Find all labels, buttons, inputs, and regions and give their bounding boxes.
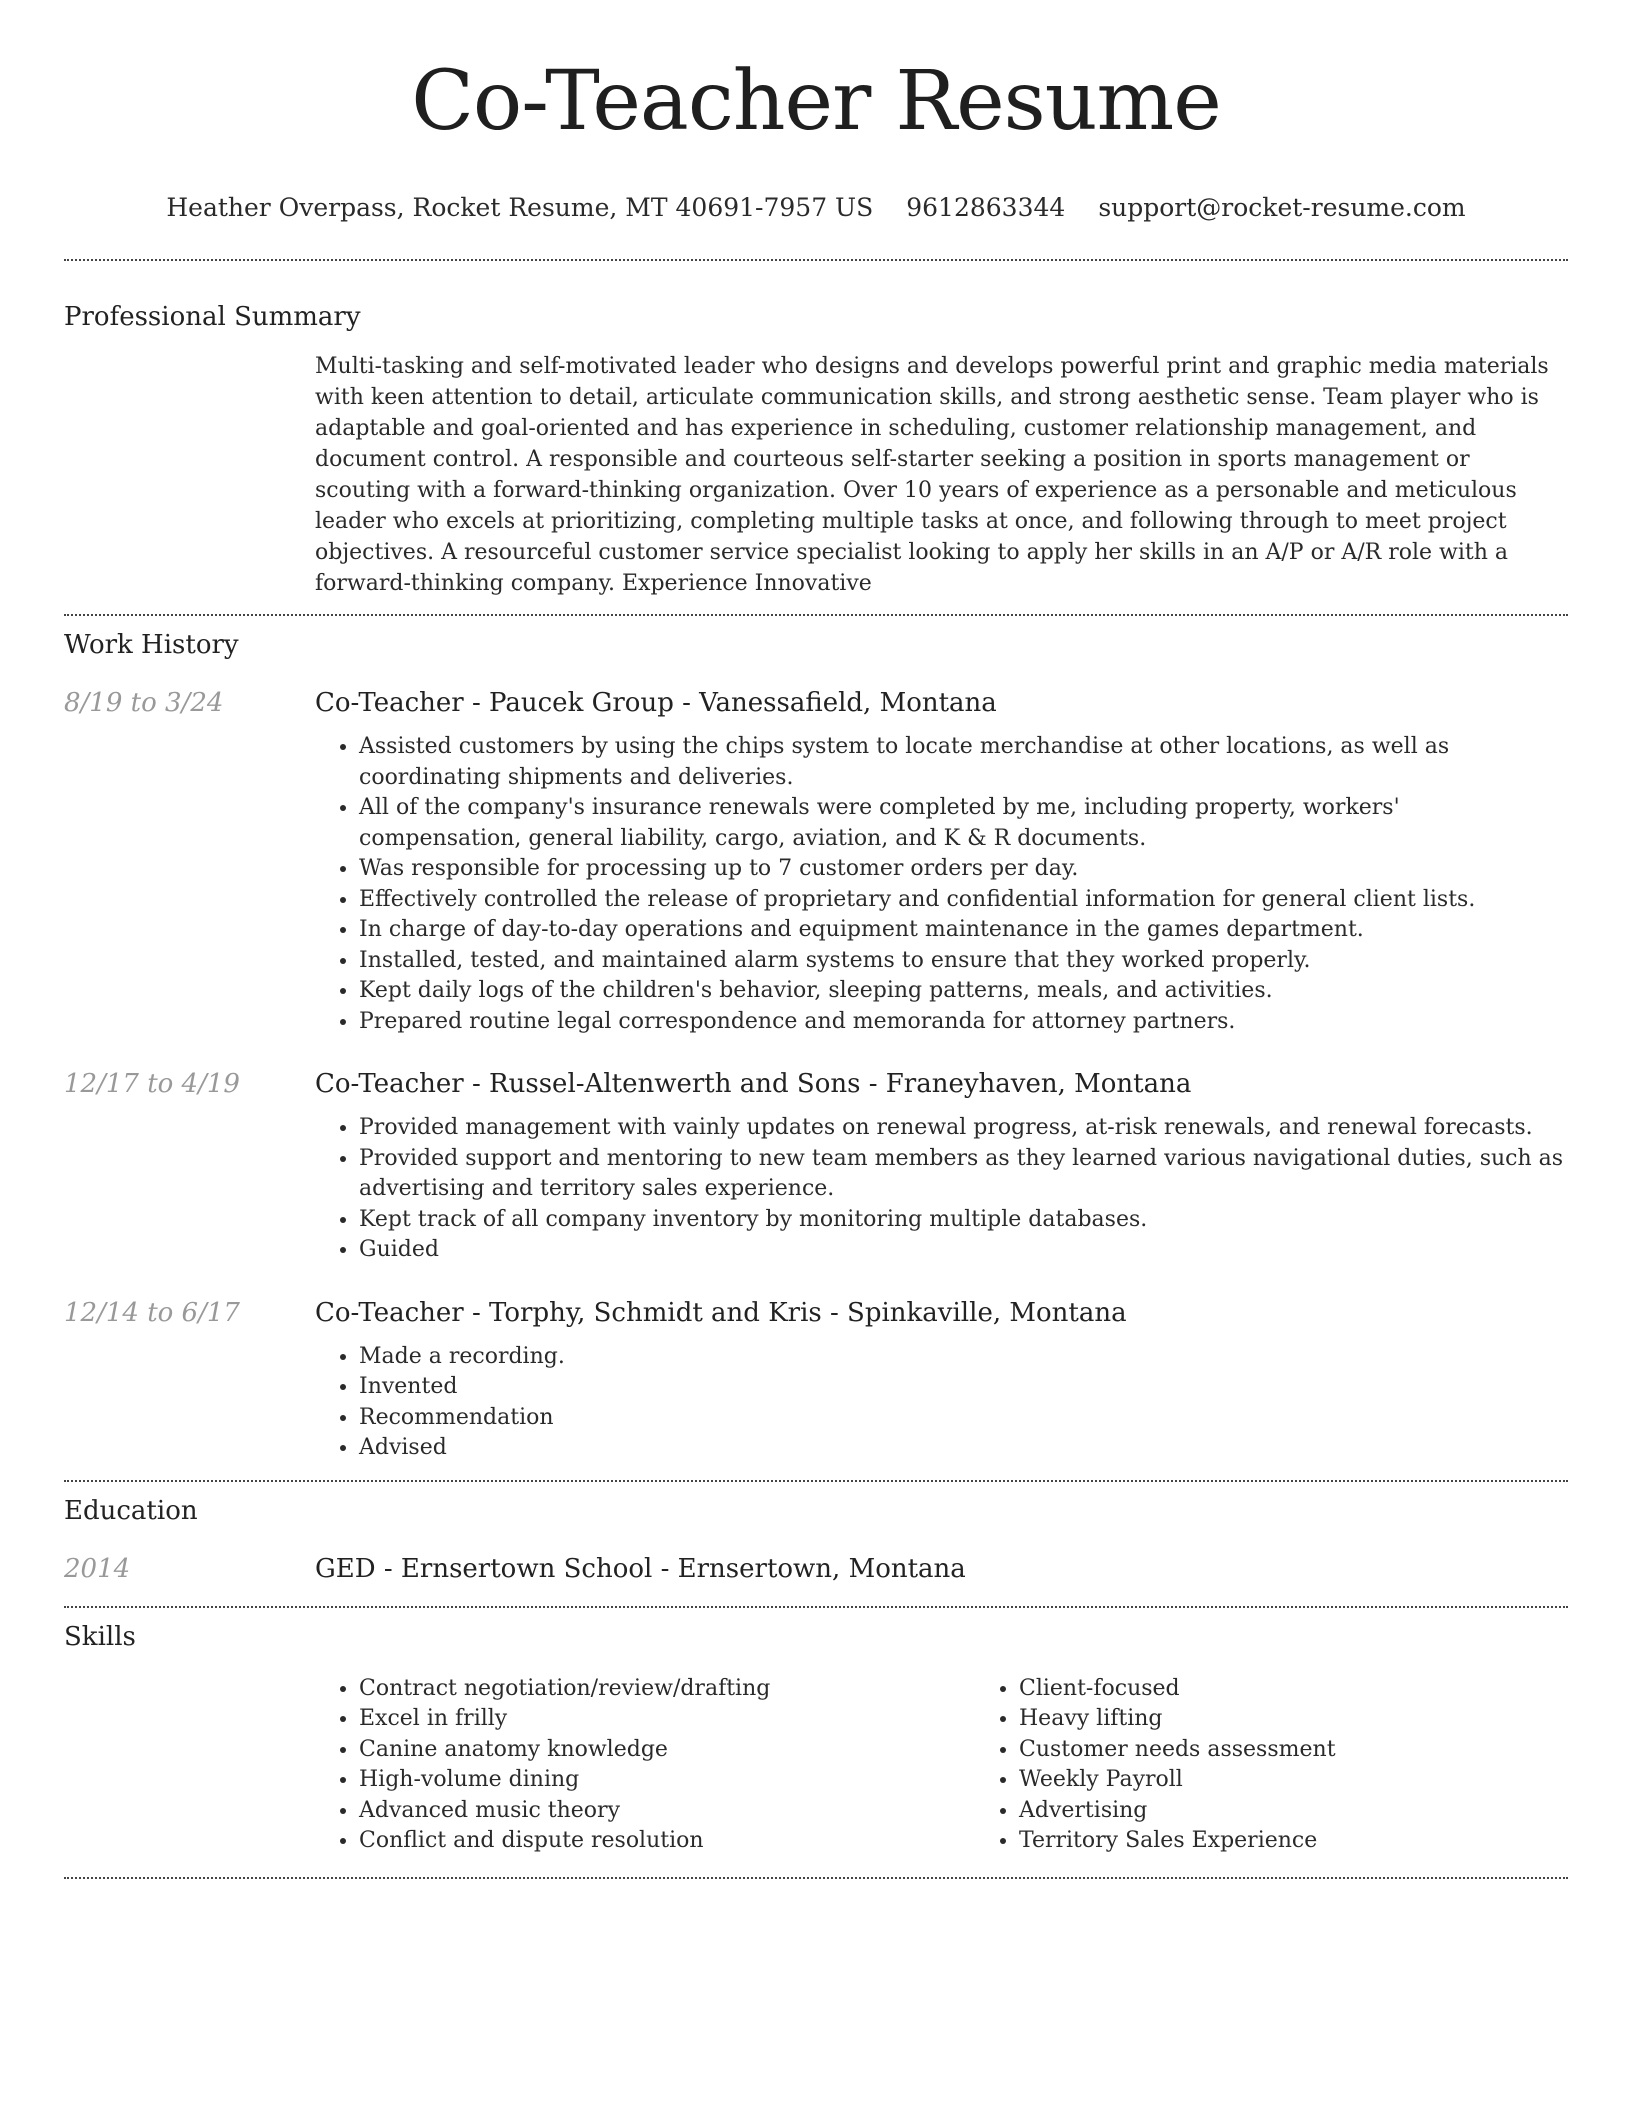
job-bullets <box>315 1342 1568 1464</box>
list-item: • Provided management with vainly updates on renewal progress, at-risk renewals, and renewal forecasts. <box>359 1113 1568 1144</box>
job-dates: 12/17 to 4/19 <box>64 1069 240 1099</box>
list-item: • Advised <box>359 1433 1568 1464</box>
contact-email: support@rocket-resume.com <box>1098 193 1466 222</box>
list-item: • Recommendation <box>359 1403 1568 1434</box>
list-item: • Invented <box>359 1372 1568 1403</box>
job-entry <box>64 686 1568 1037</box>
list-item: • High-volume dining <box>359 1765 975 1796</box>
resume-title: Co-Teacher Resume <box>411 54 1221 149</box>
list-item: • Advertising <box>1019 1796 1632 1827</box>
divider <box>64 1606 1568 1608</box>
job-details <box>315 686 1568 1037</box>
job-entry <box>64 1067 1568 1266</box>
list-item: • In charge of day-to-day operations and equipment maintenance in the games department. <box>359 915 1568 946</box>
job-dates: 8/19 to 3/24 <box>64 688 224 718</box>
divider <box>64 259 1568 261</box>
section-heading-work-history: Work History <box>64 630 239 660</box>
summary-body <box>315 351 1568 599</box>
job-dates: 12/14 to 6/17 <box>64 1297 240 1328</box>
divider <box>64 1877 1568 1879</box>
list-item: • Assisted customers by using the chips system to locate merchandise at other locations, as well as coordinating shipments and deliveries. <box>359 732 1568 793</box>
divider <box>64 1480 1568 1482</box>
job-title: Co-Teacher - Paucek Group - Vanessafield, Montana <box>315 688 997 718</box>
list-item: • Kept track of all company inventory by monitoring multiple databases. <box>359 1205 1568 1236</box>
education-entry <box>64 1552 1568 1586</box>
job-details <box>315 1296 1568 1464</box>
education-title: GED - Ernsertown School - Ernsertown, Montana <box>315 1553 966 1584</box>
list-item: • Advanced music theory <box>359 1796 975 1827</box>
list-item: • All of the company's insurance renewals were completed by me, including property, workers' compensation, general liability, cargo, aviation, and K & R documents. <box>359 793 1568 854</box>
section-heading-skills: Skills <box>64 1621 136 1652</box>
list-item: • Canine anatomy knowledge <box>359 1735 975 1766</box>
contact-address: Heather Overpass, Rocket Resume, MT 40691-7957 US <box>166 193 874 222</box>
list-item: • Contract negotiation/review/drafting <box>359 1674 975 1705</box>
job-title: Co-Teacher - Russel-Altenwerth and Sons - Franeyhaven, Montana <box>315 1069 1192 1099</box>
list-item: • Client-focused <box>1019 1674 1632 1705</box>
list-item: • Heavy lifting <box>1019 1704 1632 1735</box>
list-item: • Territory Sales Experience <box>1019 1826 1632 1857</box>
list-item: • Installed, tested, and maintained alarm systems to ensure that they worked properly. <box>359 946 1568 977</box>
skills-list-left <box>315 1674 975 1857</box>
skills-left-spacer <box>64 1674 315 1857</box>
list-item: • Conflict and dispute resolution <box>359 1826 975 1857</box>
divider <box>64 614 1568 616</box>
list-item: • Kept daily logs of the children's behavior, sleeping patterns, meals, and activities. <box>359 976 1568 1007</box>
list-item: • Prepared routine legal correspondence and memoranda for attorney partners. <box>359 1007 1568 1038</box>
skills-grid <box>315 1674 1632 1857</box>
contact-phone: 9612863344 <box>906 193 1066 222</box>
contact-line <box>64 192 1568 224</box>
list-item: • Weekly Payroll <box>1019 1765 1632 1796</box>
list-item: • Guided <box>359 1235 1568 1266</box>
list-item: • Effectively controlled the release of proprietary and confidential information for general client lists. <box>359 885 1568 916</box>
job-title: Co-Teacher - Torphy, Schmidt and Kris - Spinkaville, Montana <box>315 1297 1127 1328</box>
job-details <box>315 1067 1568 1266</box>
summary-text: Multi-tasking and self-motivated leader who designs and develops powerful print and graphic media materials with keen attention to detail, articulate communication skills, and strong aesthetic sense. Team player who is adaptable and goal-oriented and has experience in scheduling, customer relationship management, and document control. A responsible and courteous self-starter seeking a position in sports management or scouting with a forward-thinking organization. Over 10 years of experience as a personable and meticulous leader who excels at prioritizing, completing multiple tasks at once, and following through to meet project objectives. A resourceful customer service specialist looking to apply her skills in an A/P or A/R role with a forward-thinking company. Experience Innovative <box>315 354 1549 596</box>
summary-left-spacer <box>64 351 315 599</box>
list-item: • Made a recording. <box>359 1342 1568 1373</box>
education-details <box>315 1552 1568 1586</box>
list-item: • Customer needs assessment <box>1019 1735 1632 1766</box>
summary-row <box>64 351 1568 599</box>
job-bullets <box>315 1113 1568 1266</box>
skills-row <box>64 1674 1568 1857</box>
section-heading-summary: Professional Summary <box>64 302 361 332</box>
list-item: • Provided support and mentoring to new team members as they learned various navigational duties, such as advertising and territory sales experience. <box>359 1144 1568 1205</box>
list-item: • Excel in frilly <box>359 1704 975 1735</box>
skills-list-right <box>975 1674 1632 1857</box>
education-year: 2014 <box>64 1553 131 1584</box>
list-item: • Was responsible for processing up to 7 customer orders per day. <box>359 854 1568 885</box>
job-entry <box>64 1296 1568 1464</box>
section-heading-education: Education <box>64 1495 198 1526</box>
job-bullets <box>315 732 1568 1037</box>
